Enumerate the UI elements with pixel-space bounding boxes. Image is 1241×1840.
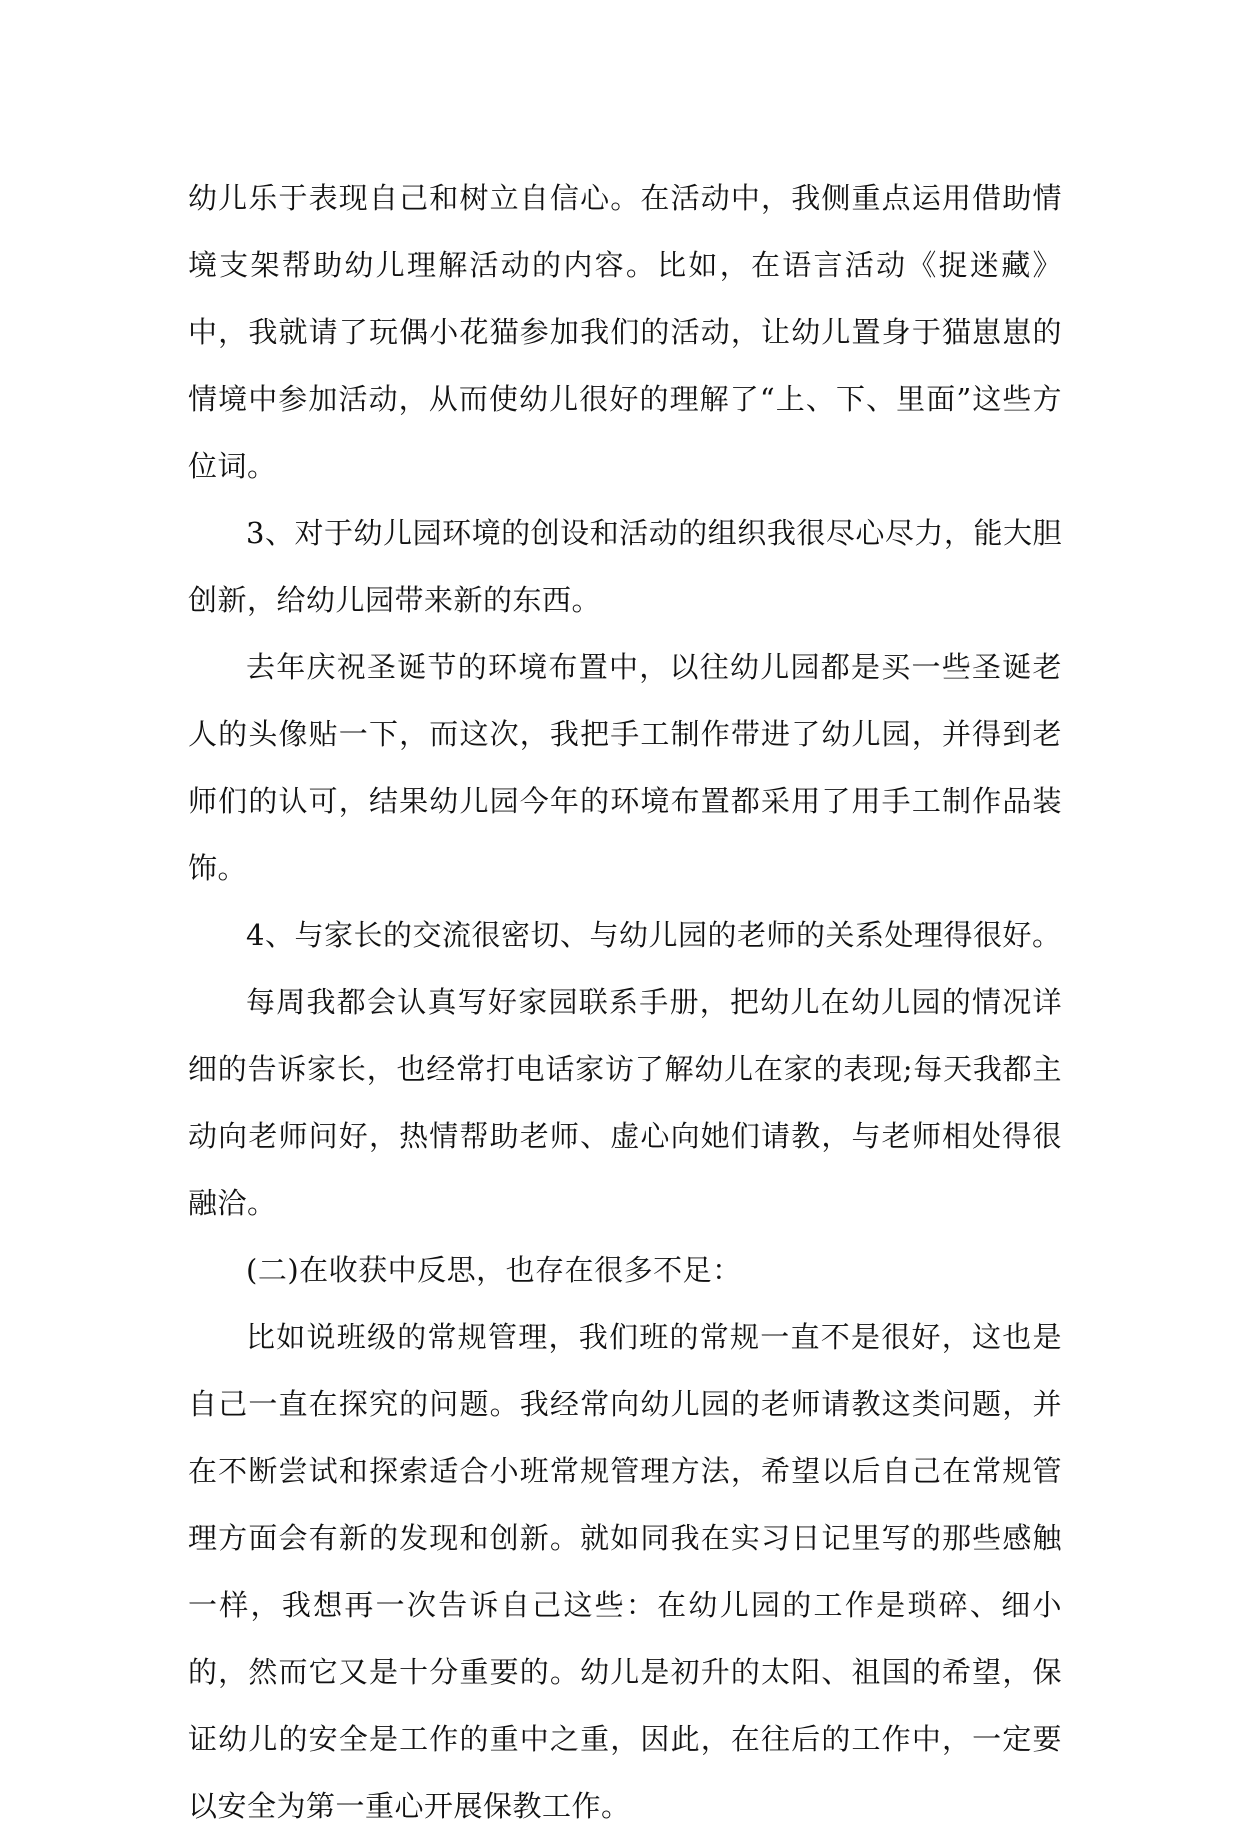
paragraph-2: 3、对于幼儿园环境的创设和活动的组织我很尽心尽力，能大胆创新，给幼儿园带来新的东西。 [188, 516, 1062, 617]
document-body [188, 165, 1062, 1840]
paragraph-3: 去年庆祝圣诞节的环境布置中，以往幼儿园都是买一些圣诞老人的头像贴一下，而这次，我把手工制作带进了幼儿园，并得到老师们的认可，结果幼儿园今年的环境布置都采用了用手工制作品装饰。 [188, 650, 1062, 885]
paragraph-4: 4、与家长的交流很密切、与幼儿园的老师的关系处理得很好。 [246, 918, 1062, 952]
paragraph-1: 幼儿乐于表现自己和树立自信心。在活动中，我侧重点运用借助情境支架帮助幼儿理解活动的内容。比如，在语言活动《捉迷藏》中，我就请了玩偶小花猫参加我们的活动，让幼儿置身于猫崽崽的情境中参加活动，从而使幼儿很好的理解了“上、下、里面”这些方位词。 [188, 181, 1062, 483]
paragraph-6: (二)在收获中反思，也存在很多不足： [246, 1253, 742, 1287]
paragraph-7: 比如说班级的常规管理，我们班的常规一直不是很好，这也是自己一直在探究的问题。我经常向幼儿园的老师请教这类问题，并在不断尝试和探索适合小班常规管理方法，希望以后自己在常规管理方面会有新的发现和创新。就如同我在实习日记里写的那些感触一样，我想再一次告诉自己这些：在幼儿园的工作是琐碎、细小的，然而它又是十分重要的。幼儿是初升的太阳、祖国的希望，保证幼儿的安全是工作的重中之重，因此，在往后的工作中，一定要以安全为第一重心开展保教工作。 [188, 1320, 1062, 1823]
paragraph-5: 每周我都会认真写好家园联系手册，把幼儿在幼儿园的情况详细的告诉家长，也经常打电话家访了解幼儿在家的表现;每天我都主动向老师问好，热情帮助老师、虚心向她们请教，与老师相处得很融洽。 [188, 985, 1062, 1220]
